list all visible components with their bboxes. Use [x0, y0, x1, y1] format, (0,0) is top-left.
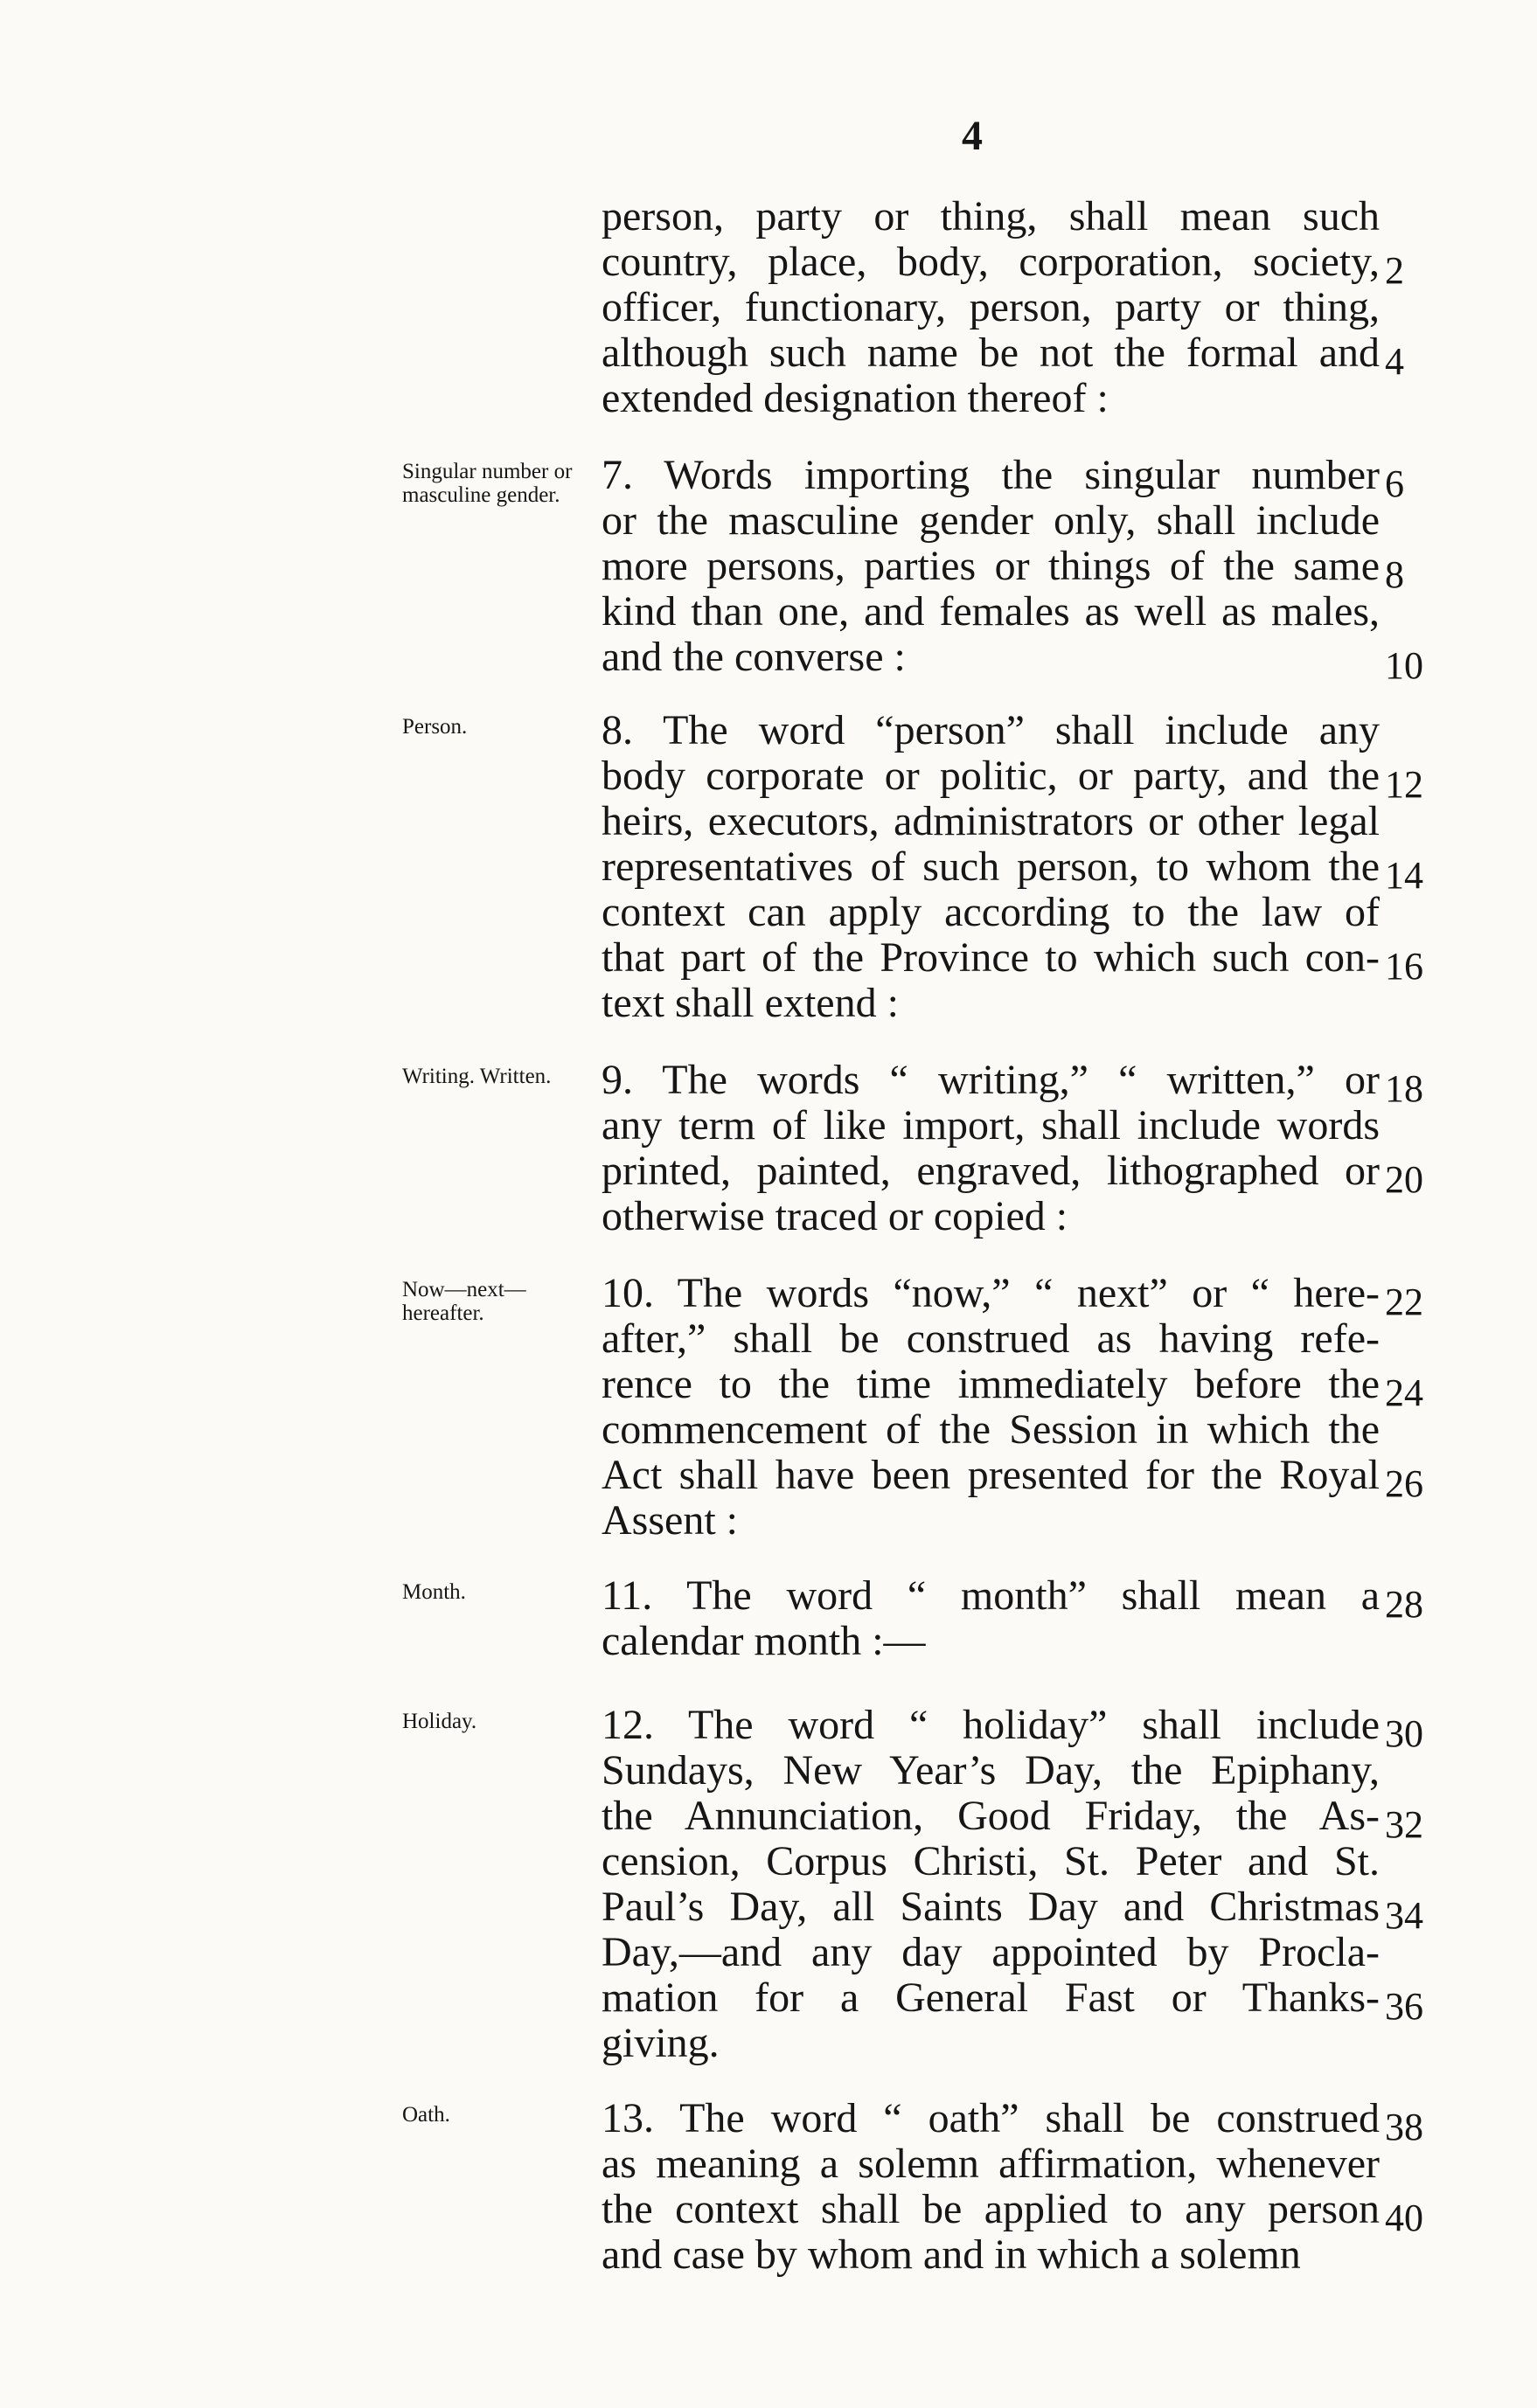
line-number: 28 [1385, 1583, 1423, 1626]
text-line: calendar month :— [602, 1618, 926, 1664]
marginal-note: Oath. [402, 2103, 450, 2127]
line-number: 12 [1385, 763, 1423, 806]
text-line: otherwise traced or copied : [602, 1193, 1068, 1239]
marginal-note: Month. [402, 1580, 466, 1604]
text-line: context can apply according to the law of [602, 889, 1380, 935]
text-line: although such name be not the formal and [602, 330, 1380, 376]
line-number: 20 [1385, 1158, 1423, 1201]
line-number: 24 [1385, 1371, 1423, 1414]
text-line: Act shall have been presented for the Royal [602, 1452, 1380, 1498]
text-line: body corporate or politic, or party, and the [602, 753, 1380, 799]
text-line: any term of like import, shall include words [602, 1102, 1380, 1148]
text-line: heirs, executors, administrators or other legal [602, 798, 1380, 844]
text-line: 10. The words “now,” “ next” or “ here- [602, 1270, 1380, 1316]
text-line: 12. The word “ holiday” shall include [602, 1702, 1380, 1748]
line-number: 38 [1385, 2106, 1423, 2148]
text-line: 13. The word “ oath” shall be construed [602, 2095, 1380, 2141]
text-line: country, place, body, corporation, society, [602, 239, 1380, 285]
text-line: and the converse : [602, 634, 906, 680]
line-number: 34 [1385, 1894, 1423, 1937]
line-number: 22 [1385, 1280, 1423, 1323]
line-number: 4 [1385, 340, 1404, 383]
text-line: and case by whom and in which a solemn [602, 2231, 1301, 2278]
line-number: 8 [1385, 553, 1404, 596]
line-number: 30 [1385, 1712, 1423, 1755]
text-line: Assent : [602, 1497, 738, 1544]
text-line: cension, Corpus Christi, St. Peter and St. [602, 1838, 1380, 1884]
marginal-note: Singular number or masculine gender. [402, 460, 573, 507]
text-line: or the masculine gender only, shall include [602, 497, 1380, 544]
line-number: 16 [1385, 945, 1423, 988]
line-number: 36 [1385, 1985, 1423, 2028]
text-line: 9. The words “ writing,” “ written,” or [602, 1057, 1380, 1103]
line-number: 26 [1385, 1462, 1423, 1505]
line-number: 6 [1385, 462, 1404, 505]
marginal-note: Holiday. [402, 1710, 477, 1733]
text-line: person, party or thing, shall mean such [602, 193, 1380, 239]
text-line: printed, painted, engraved, lithographed or [602, 1148, 1380, 1194]
text-line: extended designation thereof : [602, 375, 1109, 421]
text-line: commencement of the Session in which the [602, 1406, 1380, 1453]
text-line: 7. Words importing the singular number [602, 452, 1380, 498]
text-line: 11. The word “ month” shall mean a [602, 1572, 1380, 1619]
marginal-note: Now—next—hereafter. [402, 1278, 526, 1325]
line-number: 10 [1385, 644, 1423, 687]
text-line: 8. The word “person” shall include any [602, 707, 1380, 753]
text-line: more persons, parties or things of the same [602, 543, 1380, 589]
line-number: 14 [1385, 854, 1423, 897]
text-line: the context shall be applied to any person [602, 2186, 1380, 2232]
text-line: that part of the Province to which such con- [602, 934, 1380, 981]
text-line: as meaning a solemn affirmation, whenever [602, 2141, 1380, 2187]
page-number: 4 [962, 113, 983, 159]
text-line: representatives of such person, to whom the [602, 843, 1380, 890]
text-line: Paul’s Day, all Saints Day and Christmas [602, 1884, 1380, 1930]
line-number: 32 [1385, 1803, 1423, 1846]
text-line: giving. [602, 2020, 720, 2066]
marginal-note: Writing. Written. [402, 1065, 552, 1088]
text-line: text shall extend : [602, 980, 899, 1026]
text-line: Day,—and any day appointed by Procla- [602, 1929, 1380, 1975]
text-line: Sundays, New Year’s Day, the Epiphany, [602, 1747, 1380, 1794]
text-line: mation for a General Fast or Thanks- [602, 1974, 1380, 2021]
text-line: officer, functionary, person, party or thing, [602, 284, 1380, 330]
line-number: 40 [1385, 2196, 1423, 2239]
line-number: 18 [1385, 1067, 1423, 1110]
text-line: rence to the time immediately before the [602, 1361, 1380, 1407]
text-line: the Annunciation, Good Friday, the As- [602, 1793, 1380, 1839]
text-line: kind than one, and females as well as males, [602, 588, 1380, 635]
text-line: after,” shall be construed as having refe- [602, 1315, 1380, 1362]
marginal-note: Person. [402, 715, 468, 739]
line-number: 2 [1385, 249, 1404, 292]
